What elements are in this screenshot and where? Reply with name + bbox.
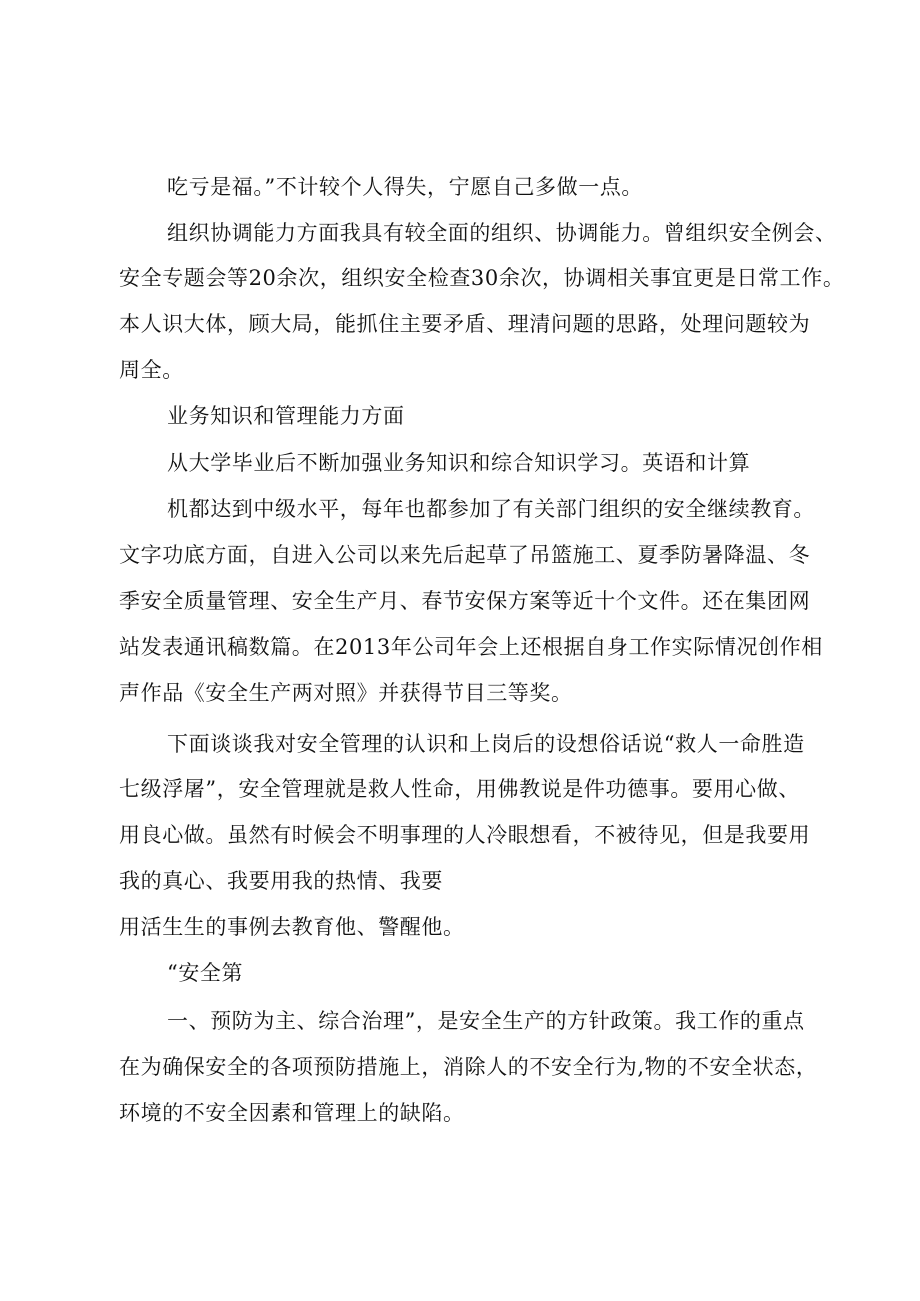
- text-line: “安全第: [167, 961, 244, 985]
- text-line: 七级浮屠”，安全管理就是救人性命，用佛教说是件功德事。要用心做、: [119, 777, 800, 801]
- text-line: 文字功底方面，自进入公司以来先后起草了吊篮施工、夏季防暑降温、冬: [119, 543, 811, 567]
- text-line: 机都达到中级水平，每年也都参加了有关部门组织的安全继续教育。: [167, 497, 815, 521]
- text-line: 季安全质量管理、安全生产月、春节安保方案等近十个文件。还在集团网: [119, 589, 811, 613]
- text-line: 用活生生的事例去教育他、警醒他。: [119, 915, 465, 939]
- text-line: 我的真心、我要用我的热情、我要: [119, 869, 443, 893]
- text-line: 本人识大体，顾大局，能抓住主要矛盾、理清问题的思路，处理问题较为: [119, 312, 811, 336]
- text-line: 一、预防为主、综合治理”，是安全生产的方针政策。我工作的重点: [167, 1009, 805, 1033]
- text-line: 从大学毕业后不断加强业务知识和综合知识学习。英语和计算: [167, 451, 751, 475]
- text-line: 组织协调能力方面我具有较全面的组织、协调能力。曾组织安全例会、: [167, 221, 837, 245]
- text-line: 周全。: [119, 358, 184, 382]
- text-line: 站发表通讯稿数篇。在2013年公司年会上还根据自身工作实际情况创作相: [119, 635, 823, 659]
- text-line: 环境的不安全因素和管理上的缺陷。: [119, 1101, 465, 1125]
- text-line: 声作品《安全生产两对照》并获得节目三等奖。: [119, 681, 573, 705]
- section-heading: 业务知识和管理能力方面: [167, 404, 405, 428]
- text-line: 在为确保安全的各项预防措施上，消除人的不安全行为,物的不安全状态，: [119, 1055, 818, 1079]
- text-line: 吃亏是福。”不计较个人得失，宁愿自己多做一点。: [167, 175, 644, 199]
- text-line: 下面谈谈我对安全管理的认识和上岗后的设想俗话说“救人一命胜造: [167, 732, 805, 756]
- text-line: 安全专题会等20余次，组织安全检查30余次，协调相关事宜更是日常工作。: [119, 266, 845, 290]
- text-line: 用良心做。虽然有时候会不明事理的人冷眼想看，不被待见，但是我要用: [119, 823, 811, 847]
